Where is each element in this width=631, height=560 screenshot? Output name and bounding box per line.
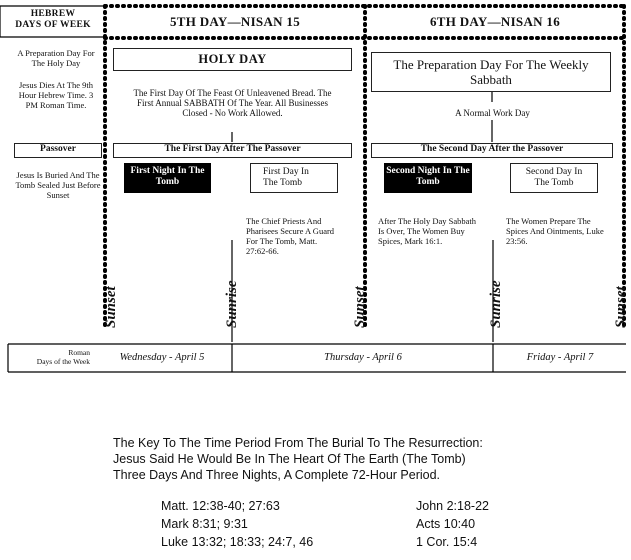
- prep-holy-day-text: A Preparation Day For The Holy Day: [17, 48, 95, 68]
- first-day-after-passover-bar: The First Day After The Passover: [113, 143, 352, 158]
- friday-label: Friday - April 7: [526, 352, 594, 363]
- day6-header: 6TH DAY—NISAN 16: [429, 14, 560, 29]
- wednesday-label: Wednesday - April 5: [119, 352, 205, 363]
- ref-left-1: Matt. 12:38-40; 27:63: [161, 499, 280, 513]
- thursday-label: Thursday - April 6: [324, 352, 402, 363]
- key-line-2: Jesus Said He Would Be In The Heart Of The Earth (The Tomb): [113, 452, 466, 466]
- normal-work-day-text: A Normal Work Day: [455, 108, 530, 118]
- hebrew-days-header: HEBREW DAYS OF WEEK: [15, 9, 91, 30]
- first-night-box: First Night In The Tomb: [124, 163, 211, 193]
- ref-left-2: Mark 8:31; 9:31: [161, 517, 248, 531]
- sunset-marker-2: Sunset: [352, 286, 368, 328]
- holy-day-box: HOLY DAY: [113, 48, 352, 71]
- passover-box: Passover: [14, 143, 102, 158]
- roman-days-label: Roman Days of the Week: [36, 348, 90, 366]
- guard-text: The Chief Priests And Pharisees Secure A Guard For The Tomb, Matt. 27:62-66.: [246, 216, 335, 256]
- ref-left-3: Luke 13:32; 18:33; 24:7, 46: [161, 535, 314, 549]
- second-day-box: Second Day In The Tomb: [510, 163, 598, 193]
- second-night-box: Second Night In The Tomb: [384, 163, 472, 193]
- ref-right-1: John 2:18-22: [416, 499, 489, 513]
- second-day-after-passover-bar: The Second Day After the Passover: [371, 143, 613, 158]
- holy-day-description: The First Day Of The Feast Of Unleavened Bread. The First Annual SABBATH Of The Year. All Businesses Closed - No Work Allowed.: [133, 88, 332, 118]
- sunset-marker-1: Sunset: [103, 286, 119, 328]
- sunrise-marker-2: Sunrise: [488, 280, 504, 328]
- sunset-marker-3: Sunset: [613, 286, 629, 328]
- ref-right-3: 1 Cor. 15:4: [416, 535, 478, 549]
- key-line-3: Three Days And Three Nights, A Complete 72-Hour Period.: [113, 468, 441, 482]
- jesus-dies-text: Jesus Dies At The 9th Hour Hebrew Time. 3 PM Roman Time.: [18, 80, 94, 110]
- first-day-box: First Day In The Tomb: [250, 163, 338, 193]
- day5-header: 5TH DAY—NISAN 15: [169, 14, 300, 29]
- ref-right-2: Acts 10:40: [416, 517, 476, 531]
- sunrise-marker-1: Sunrise: [224, 280, 240, 328]
- key-line-1: The Key To The Time Period From The Burial To The Resurrection:: [113, 436, 483, 450]
- jesus-buried-text: Jesus Is Buried And The Tomb Sealed Just Before Sunset: [15, 170, 101, 200]
- preparation-day-box: The Preparation Day For The Weekly Sabbath: [371, 52, 611, 92]
- women-buy-spices-text: After The Holy Day Sabbath Is Over, The Women Buy Spices, Mark 16:1.: [378, 216, 477, 246]
- women-prepare-spices-text: The Women Prepare The Spices And Ointments, Luke 23:56.: [506, 216, 604, 246]
